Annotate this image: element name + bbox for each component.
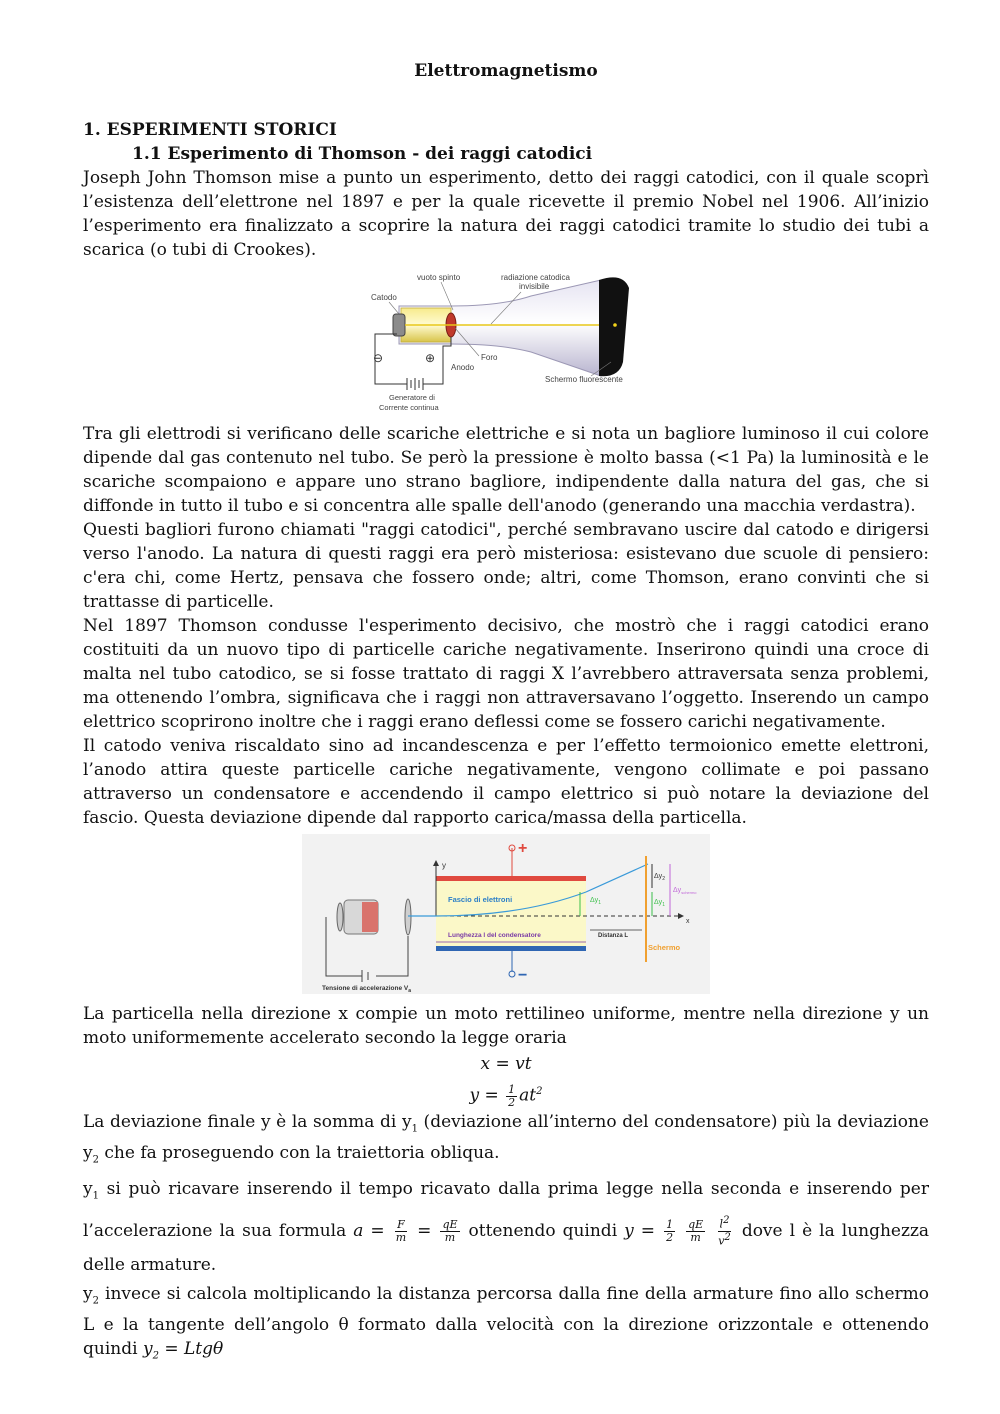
- x-axis-label: x: [686, 918, 690, 925]
- paragraph-deviazione: La deviazione finale y è la somma di $y_1$ (deviazione all’interno del condensatore) più la deviazione $y_2$ che fa proseguendo con la traiettoria obliqua.: [83, 1111, 929, 1166]
- label-schermo-fluorescente: Schermo fluorescente: [545, 375, 623, 384]
- label-anodo: Anodo: [451, 363, 475, 372]
- label-vuoto-spinto: vuoto spinto: [417, 273, 461, 282]
- paragraph-moto: La particella nella direzione x compie un moto rettilineo uniforme, mentre nella direzione y un moto uniformemente accelerato secondo la legge oraria: [83, 1004, 929, 1048]
- tensione-label: Tensione di accelerazione $V_a$: [322, 985, 411, 994]
- paragraph-y2: $y_2$ invece si calcola moltiplicando la distanza percorsa dalla fine della armature fino allo schermo L e la tangente dell’angolo θ formato dalla velocità con la direzione orizzontale e ottenendo quindi $y_2 = Ltg\theta$: [83, 1283, 929, 1362]
- paragraph-intro: Joseph John Thomson mise a punto un esperimento, detto dei raggi catodici, con il quale scoprì l’esistenza dell’elettrone nel 1897 e per la quale ricevette il premio Nobel nel 1906. All’inizio l’esperimento era finalizzato a scoprire la natura dei raggi catodici tramite lo studio dei tubi a scarica (o tubi di Crookes).: [83, 168, 929, 260]
- paragraph-y1: $y_1$ si può ricavare inserendo il tempo ricavato dalla prima legge nella seconda e inserendo per l’accelerazione la sua formula a = $\frac{F}{m}$ = $\frac{qE}{m}$ ottenendo quindi y = $\frac{1}{2}$ $\frac{qE}{m}$ $\frac{l^2}{v^2}$ dove l è la lunghezza delle armature.: [83, 1179, 930, 1275]
- label-generatore-2: Corrente continua: [379, 403, 439, 412]
- distanza-label: Distanza L: [598, 933, 629, 939]
- paragraph-catodo: Il catodo veniva riscaldato sino ad incandescenza e per l’effetto termoionico emette elettroni, l’anodo attira queste particelle cariche negativamente, vengono collimate e poi passano attraverso un condensatore e accendendo il campo elettrico si può notare la deviazione del fascio. Questa deviazione dipende dal rapporto carica/massa della particella.: [83, 736, 929, 828]
- label-catodo: Catodo: [371, 293, 397, 302]
- crookes-tube-figure: [361, 266, 651, 414]
- dy1-label: $\Delta y_1$: [590, 897, 601, 906]
- document-page: [83, 58, 929, 1369]
- label-radiazione-2: invisibile: [519, 282, 550, 291]
- dy-schermo-label: $\Delta y_{schermo}$: [673, 887, 697, 895]
- lunghezza-label: Lunghezza l del condensatore: [448, 932, 541, 939]
- schermo-label: Schermo: [648, 943, 681, 952]
- dy1-screen-label: $\Delta y_1$: [654, 899, 665, 908]
- plus-symbol: ⊕: [425, 351, 436, 365]
- label-foro: Foro: [481, 353, 498, 362]
- document-title: Elettromagnetismo: [414, 61, 598, 81]
- section-heading: 1. ESPERIMENTI STORICI: [83, 120, 337, 140]
- label-generatore-1: Generatore di: [389, 393, 435, 402]
- label-radiazione-1: radiazione catodica: [501, 273, 570, 282]
- equation-y: y = $\frac{1}{2}$ $at^2$: [469, 1082, 543, 1109]
- equation-x: x = vt: [480, 1054, 532, 1074]
- y-axis-label: y: [442, 861, 446, 870]
- minus-terminal: −: [518, 967, 528, 984]
- thomson-deflection-figure: [302, 834, 710, 994]
- paragraph-bagliori: Questi bagliori furono chiamati "raggi catodici", perché sembravano uscire dal catodo e dirigersi verso l'anodo. La natura di questi raggi era però misteriosa: esistevano due scuole di pensiero: c'era chi, come Hertz, pensava che fossero onde; altri, come Thomson, erano convinti che si trattasse di particelle.: [83, 520, 929, 612]
- minus-symbol: ⊖: [373, 351, 384, 365]
- paragraph-1897: Nel 1897 Thomson condusse l'esperimento decisivo, che mostrò che i raggi catodici erano costituiti da un nuovo tipo di particelle cariche negativamente. Inserirono quindi una croce di malta nel tubo catodico, se si fosse trattato di raggi X l’avrebbero attraversata senza problemi, ma ottenendo l’ombra, significava che i raggi non attraversavano l’oggetto. Inserendo un campo elettrico scoprirono inoltre che i raggi erano deflessi come se fossero carichi negativamente.: [83, 616, 929, 732]
- dy2-label: $\Delta y_2$: [654, 873, 665, 882]
- subsection-heading: 1.1 Esperimento di Thomson - dei raggi catodici: [132, 144, 593, 164]
- paragraph-scariche: Tra gli elettrodi si verificano delle scariche elettriche e si nota un bagliore luminoso il cui colore dipende dal gas contenuto nel tubo. Se però la pressione è molto bassa (<1 Pa) la luminosità e le scariche scompaiono e appare uno strano bagliore, indipendente dalla natura del gas, che si diffonde in tutto il tubo e si concentra alle spalle dell'anodo (generando una macchia verdastra).: [83, 424, 929, 516]
- plus-terminal: +: [518, 840, 528, 857]
- fascio-label: Fascio di elettroni: [448, 895, 513, 904]
